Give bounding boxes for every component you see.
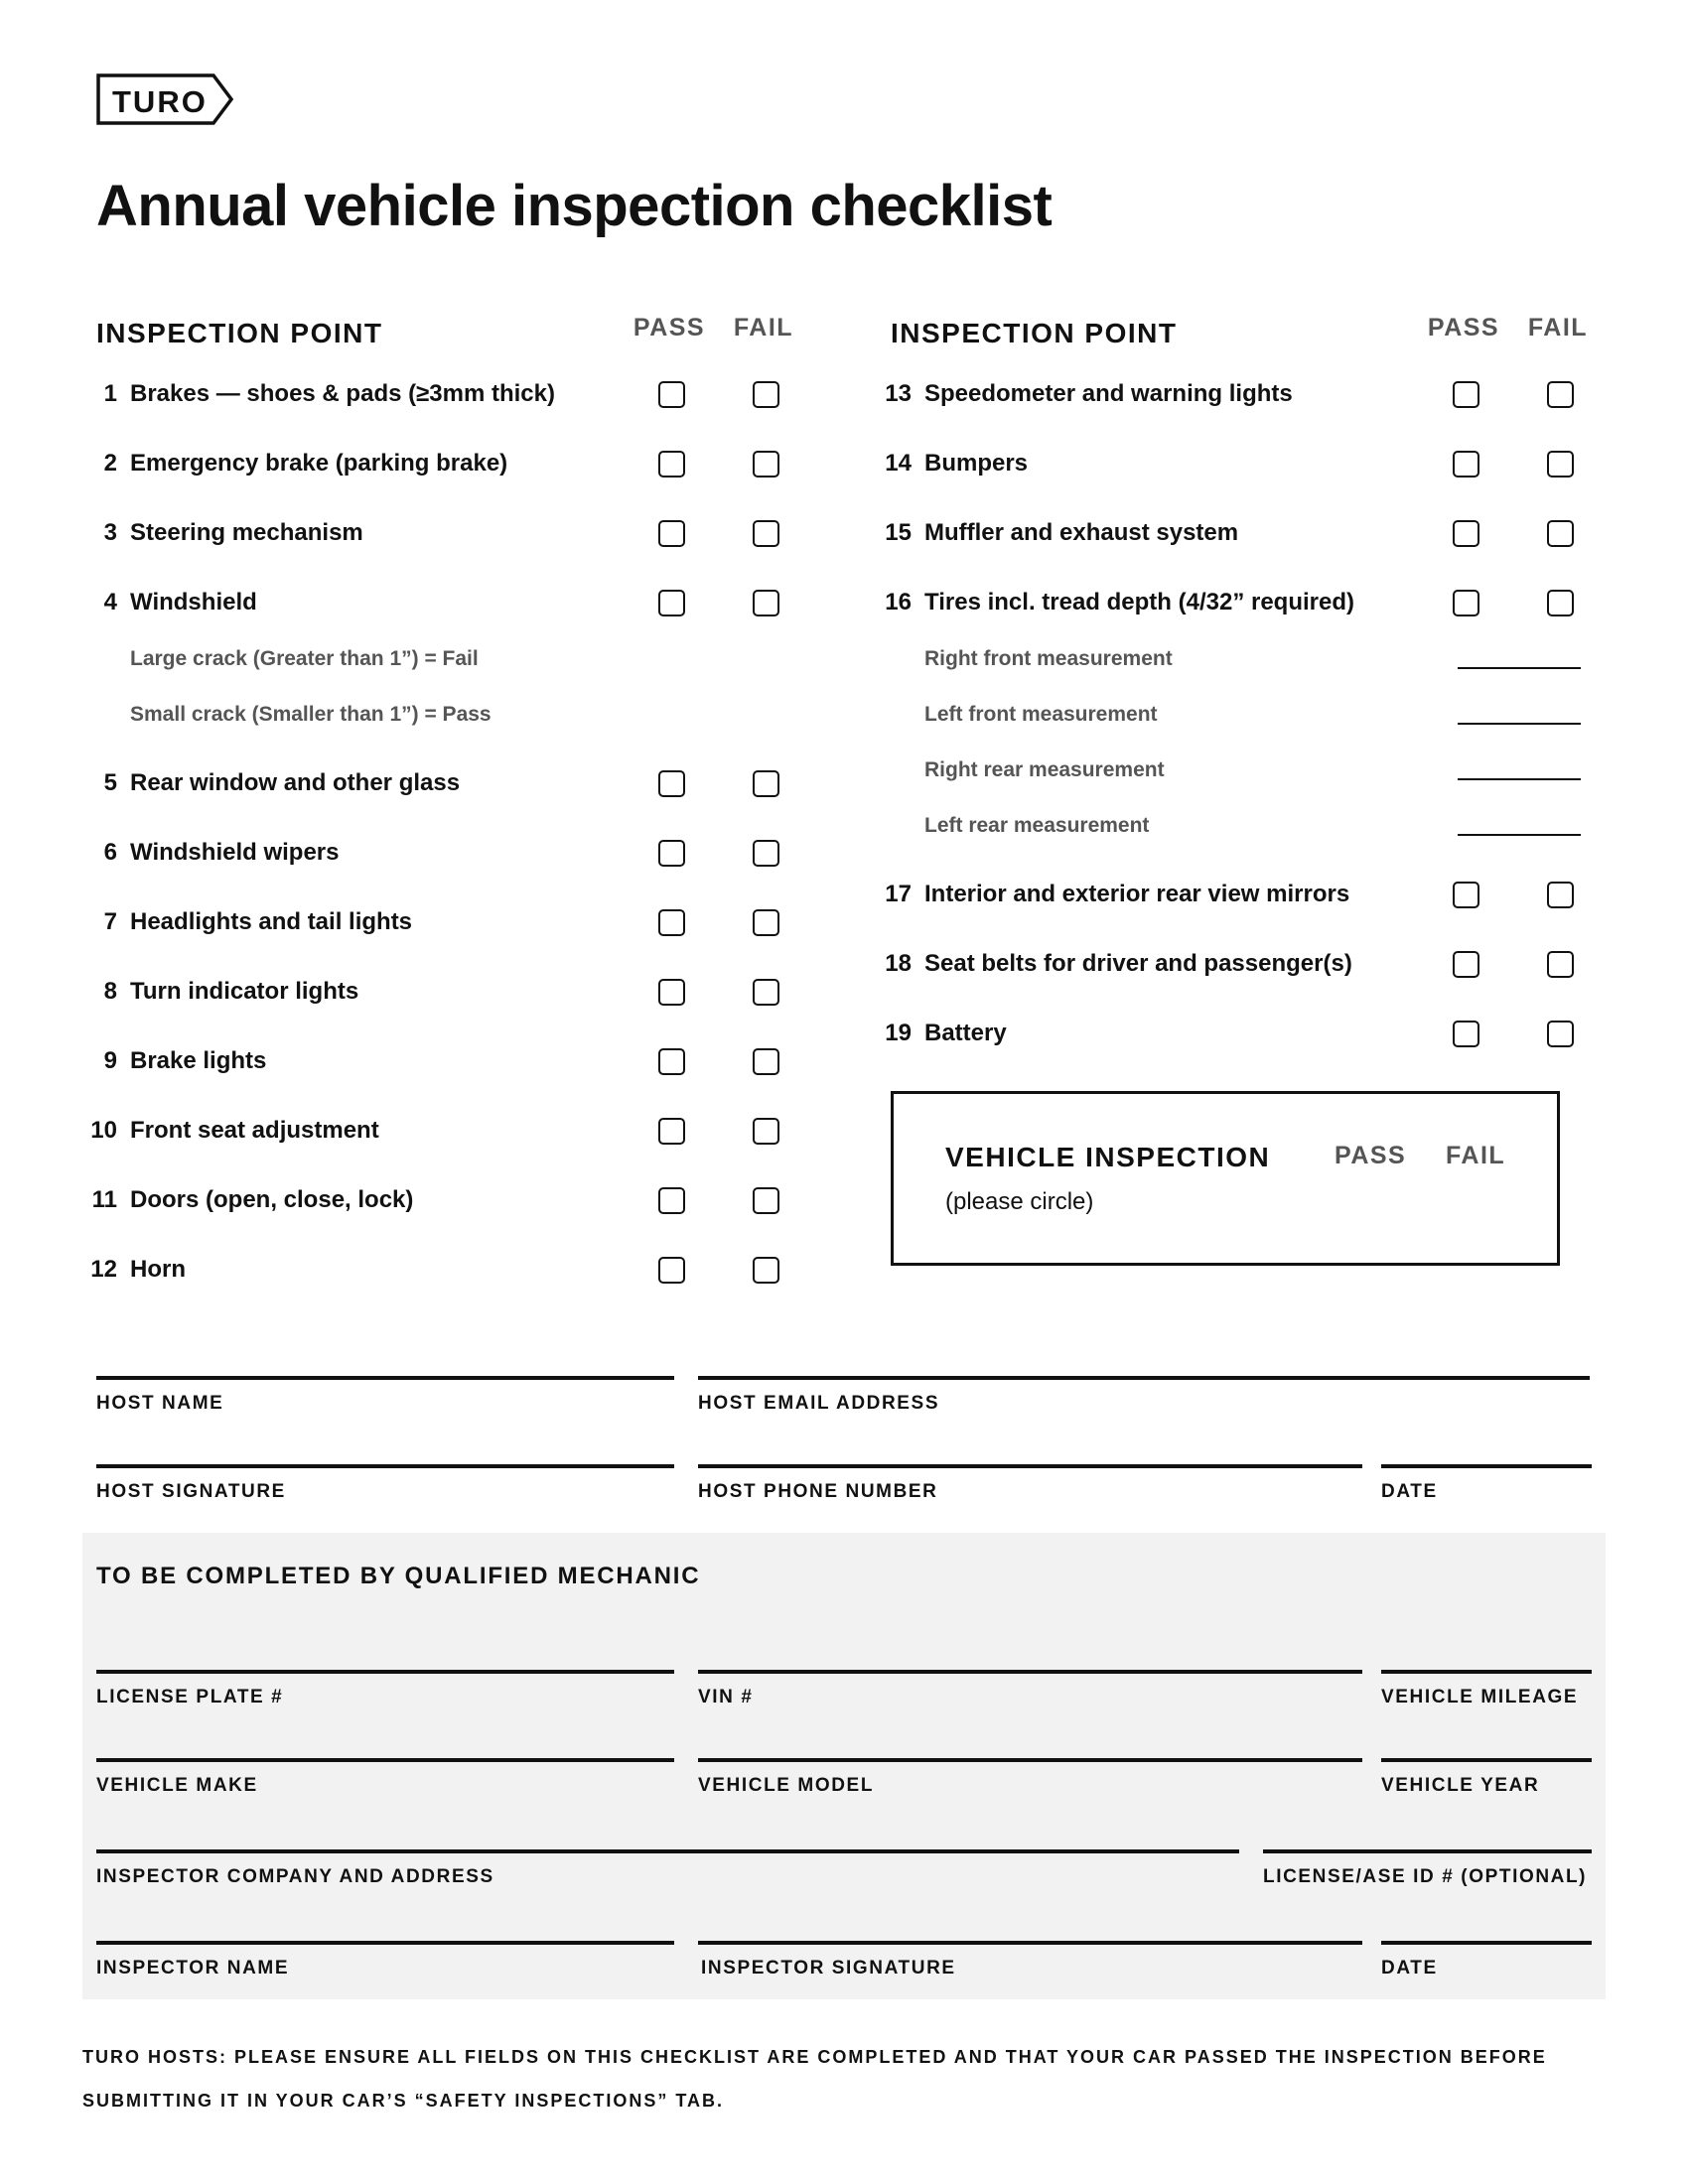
field-label: INSPECTOR SIGNATURE [701, 1958, 956, 1979]
measurement-line[interactable] [1458, 778, 1581, 780]
checklist-item [0, 1110, 814, 1150]
item-number: 15 [885, 519, 912, 546]
right-inspection-point-header: INSPECTION POINT [891, 318, 1178, 348]
checklist-item [854, 582, 1628, 621]
pass-checkbox[interactable] [658, 770, 685, 797]
pass-checkbox[interactable] [658, 1187, 685, 1214]
checklist-item [0, 443, 814, 482]
item-number: 12 [90, 1256, 117, 1283]
fail-checkbox[interactable] [753, 770, 779, 797]
note-text: Large crack (Greater than 1”) = Fail [130, 647, 479, 670]
result-pass-option[interactable]: PASS [1335, 1142, 1407, 1169]
field-label: HOST EMAIL ADDRESS [698, 1393, 940, 1414]
item-label: Speedometer and warning lights [924, 380, 1293, 407]
field-line [1381, 1464, 1592, 1468]
measurement-label: Left front measurement [924, 703, 1158, 726]
license-plate-field[interactable] [96, 1670, 674, 1708]
host-email-field[interactable] [698, 1376, 1590, 1415]
checklist-item [0, 832, 814, 872]
logo-text: TURO [112, 84, 208, 119]
checklist-item [0, 1179, 814, 1219]
pass-checkbox[interactable] [658, 520, 685, 547]
item-label: Tires incl. tread depth (4/32” required) [924, 589, 1355, 615]
footer-instructions: TURO HOSTS: PLEASE ENSURE ALL FIELDS ON THIS CHECKLIST ARE COMPLETED AND THAT YOUR CAR PASSED THE INSPECTION BEFORE SUBMITTING IT IN YOUR CAR’S “SAFETY INSPECTIONS” TAB. [82, 2047, 1547, 2111]
pass-checkbox[interactable] [1453, 590, 1479, 616]
item-label: Windshield [130, 589, 257, 615]
pass-checkbox[interactable] [658, 1048, 685, 1075]
fail-checkbox[interactable] [753, 1187, 779, 1214]
left-inspection-point-header: INSPECTION POINT [96, 318, 383, 348]
item-label: Steering mechanism [130, 519, 363, 546]
item-number: 6 [103, 839, 117, 866]
pass-checkbox[interactable] [658, 909, 685, 936]
fail-checkbox[interactable] [753, 1118, 779, 1145]
field-label: VEHICLE YEAR [1381, 1775, 1540, 1796]
item-label: Interior and exterior rear view mirrors [924, 881, 1350, 907]
windshield-note [0, 694, 814, 734]
fail-checkbox[interactable] [753, 979, 779, 1006]
item-label: Bumpers [924, 450, 1029, 477]
field-line [698, 1670, 1362, 1674]
fail-checkbox[interactable] [753, 590, 779, 616]
inspector-date-field[interactable] [1381, 1941, 1592, 1979]
field-label: HOST SIGNATURE [96, 1481, 286, 1502]
inspector-name-field[interactable] [96, 1941, 674, 1979]
mechanic-section [82, 1533, 1606, 1999]
checklist-item [0, 901, 814, 941]
field-line [698, 1758, 1362, 1762]
tire-measurement-row [854, 638, 1628, 678]
field-line [96, 1670, 674, 1674]
field-line [698, 1941, 1362, 1945]
field-label: VEHICLE MODEL [698, 1775, 875, 1796]
host-phone-field[interactable] [698, 1464, 1362, 1503]
fail-checkbox[interactable] [753, 1048, 779, 1075]
page-title: Annual vehicle inspection checklist [96, 174, 1053, 238]
pass-checkbox[interactable] [1453, 951, 1479, 978]
fail-checkbox[interactable] [753, 520, 779, 547]
item-number: 18 [885, 950, 912, 977]
vehicle-mileage-field[interactable] [1381, 1670, 1592, 1708]
turo-logo [96, 73, 235, 130]
item-number: 16 [885, 589, 912, 615]
pass-checkbox[interactable] [1453, 520, 1479, 547]
item-number: 13 [885, 380, 912, 407]
item-label: Seat belts for driver and passenger(s) [924, 950, 1352, 977]
item-number: 1 [103, 380, 117, 407]
host-date-field[interactable] [1381, 1464, 1592, 1503]
left-fail-header: FAIL [733, 314, 794, 341]
checklist-item [854, 1013, 1628, 1052]
item-label: Muffler and exhaust system [924, 519, 1239, 546]
pass-checkbox[interactable] [658, 979, 685, 1006]
checklist-item [0, 373, 814, 413]
item-number: 5 [103, 769, 117, 796]
measurement-line[interactable] [1458, 834, 1581, 836]
inspector-company-field[interactable] [96, 1849, 1239, 1888]
field-label: DATE [1381, 1481, 1438, 1502]
checklist-item [0, 582, 814, 621]
inspector-signature-field[interactable] [698, 1941, 1362, 1979]
pass-checkbox[interactable] [1453, 451, 1479, 478]
item-label: Emergency brake (parking brake) [130, 450, 508, 477]
vehicle-year-field[interactable] [1381, 1758, 1592, 1797]
fail-checkbox[interactable] [1547, 590, 1574, 616]
fail-checkbox[interactable] [753, 1257, 779, 1284]
pass-checkbox[interactable] [658, 590, 685, 616]
left-pass-header: PASS [633, 314, 706, 341]
field-line [96, 1758, 674, 1762]
pass-checkbox[interactable] [658, 840, 685, 867]
checklist-item [0, 512, 814, 552]
result-note: (please circle) [945, 1188, 1094, 1215]
checklist-item [854, 874, 1628, 913]
right-fail-header: FAIL [1527, 314, 1589, 341]
field-line [698, 1376, 1590, 1380]
license-ase-id-field[interactable] [1263, 1849, 1592, 1888]
item-label: Brakes — shoes & pads (≥3mm thick) [130, 380, 555, 407]
fail-checkbox[interactable] [753, 381, 779, 408]
item-label: Rear window and other glass [130, 769, 461, 796]
item-number: 4 [103, 589, 117, 615]
mechanic-section-title: TO BE COMPLETED BY QUALIFIED MECHANIC [96, 1563, 701, 1589]
item-number: 11 [91, 1186, 117, 1213]
host-name-field[interactable] [96, 1376, 674, 1415]
field-line [1381, 1670, 1592, 1674]
field-line [1381, 1941, 1592, 1945]
fail-checkbox[interactable] [1547, 882, 1574, 908]
checklist-item [0, 1249, 814, 1289]
field-line [1263, 1849, 1592, 1853]
field-line [1381, 1758, 1592, 1762]
field-label: LICENSE/ASE ID # (OPTIONAL) [1263, 1866, 1588, 1887]
item-number: 10 [90, 1117, 117, 1144]
item-number: 2 [103, 450, 117, 477]
measurement-line[interactable] [1458, 667, 1581, 669]
pass-checkbox[interactable] [658, 381, 685, 408]
checklist-item [0, 762, 814, 802]
item-label: Headlights and tail lights [130, 908, 413, 935]
item-number: 17 [885, 881, 912, 907]
item-label: Doors (open, close, lock) [130, 1186, 414, 1213]
field-label: VEHICLE MAKE [96, 1775, 258, 1796]
field-label: DATE [1381, 1958, 1438, 1979]
fail-checkbox[interactable] [1547, 451, 1574, 478]
host-signature-field[interactable] [96, 1464, 674, 1503]
windshield-note [0, 638, 814, 678]
measurement-label: Left rear measurement [924, 814, 1150, 837]
note-text: Small crack (Smaller than 1”) = Pass [130, 703, 492, 726]
tire-measurement-row [854, 750, 1628, 789]
item-number: 9 [103, 1047, 117, 1074]
field-line [698, 1464, 1362, 1468]
checklist-item [854, 943, 1628, 983]
item-label: Windshield wipers [130, 839, 340, 866]
item-number: 8 [103, 978, 117, 1005]
field-label: INSPECTOR COMPANY AND ADDRESS [96, 1866, 494, 1887]
result-title: VEHICLE INSPECTION [945, 1142, 1271, 1172]
right-pass-header: PASS [1427, 314, 1500, 341]
item-label: Horn [130, 1256, 186, 1283]
fail-checkbox[interactable] [753, 840, 779, 867]
vehicle-model-field[interactable] [698, 1758, 1362, 1797]
pass-checkbox[interactable] [1453, 1021, 1479, 1047]
field-label: HOST NAME [96, 1393, 224, 1414]
checklist-item [0, 971, 814, 1011]
field-label: LICENSE PLATE # [96, 1687, 284, 1707]
item-label: Brake lights [130, 1047, 267, 1074]
item-label: Turn indicator lights [130, 978, 359, 1005]
field-line [96, 1849, 1239, 1853]
fail-checkbox[interactable] [1547, 951, 1574, 978]
item-number: 7 [103, 908, 117, 935]
checklist-item [854, 512, 1628, 552]
field-line [96, 1376, 674, 1380]
pass-checkbox[interactable] [1453, 381, 1479, 408]
pass-checkbox[interactable] [658, 451, 685, 478]
pass-checkbox[interactable] [1453, 882, 1479, 908]
field-label: VEHICLE MILEAGE [1381, 1687, 1579, 1707]
field-line [96, 1464, 674, 1468]
item-label: Battery [924, 1020, 1007, 1046]
checklist-item [854, 373, 1628, 413]
measurement-line[interactable] [1458, 723, 1581, 725]
vehicle-make-field[interactable] [96, 1758, 674, 1797]
field-line [96, 1941, 674, 1945]
measurement-label: Right rear measurement [924, 758, 1165, 781]
result-fail-option[interactable]: FAIL [1446, 1142, 1506, 1169]
pass-checkbox[interactable] [658, 1257, 685, 1284]
fail-checkbox[interactable] [753, 909, 779, 936]
fail-checkbox[interactable] [1547, 1021, 1574, 1047]
vin-field[interactable] [698, 1670, 1362, 1708]
pass-checkbox[interactable] [658, 1118, 685, 1145]
checklist-item [0, 1040, 814, 1080]
item-number: 14 [885, 450, 912, 477]
tire-measurement-row [854, 694, 1628, 734]
fail-checkbox[interactable] [753, 451, 779, 478]
field-label: VIN # [698, 1687, 754, 1707]
item-number: 19 [885, 1020, 912, 1046]
item-label: Front seat adjustment [130, 1117, 379, 1144]
item-number: 3 [103, 519, 117, 546]
field-label: HOST PHONE NUMBER [698, 1481, 938, 1502]
tire-measurement-row [854, 805, 1628, 845]
measurement-label: Right front measurement [924, 647, 1173, 670]
checklist-item [854, 443, 1628, 482]
fail-checkbox[interactable] [1547, 520, 1574, 547]
fail-checkbox[interactable] [1547, 381, 1574, 408]
vehicle-inspection-result-box [891, 1091, 1560, 1266]
field-label: INSPECTOR NAME [96, 1958, 290, 1979]
